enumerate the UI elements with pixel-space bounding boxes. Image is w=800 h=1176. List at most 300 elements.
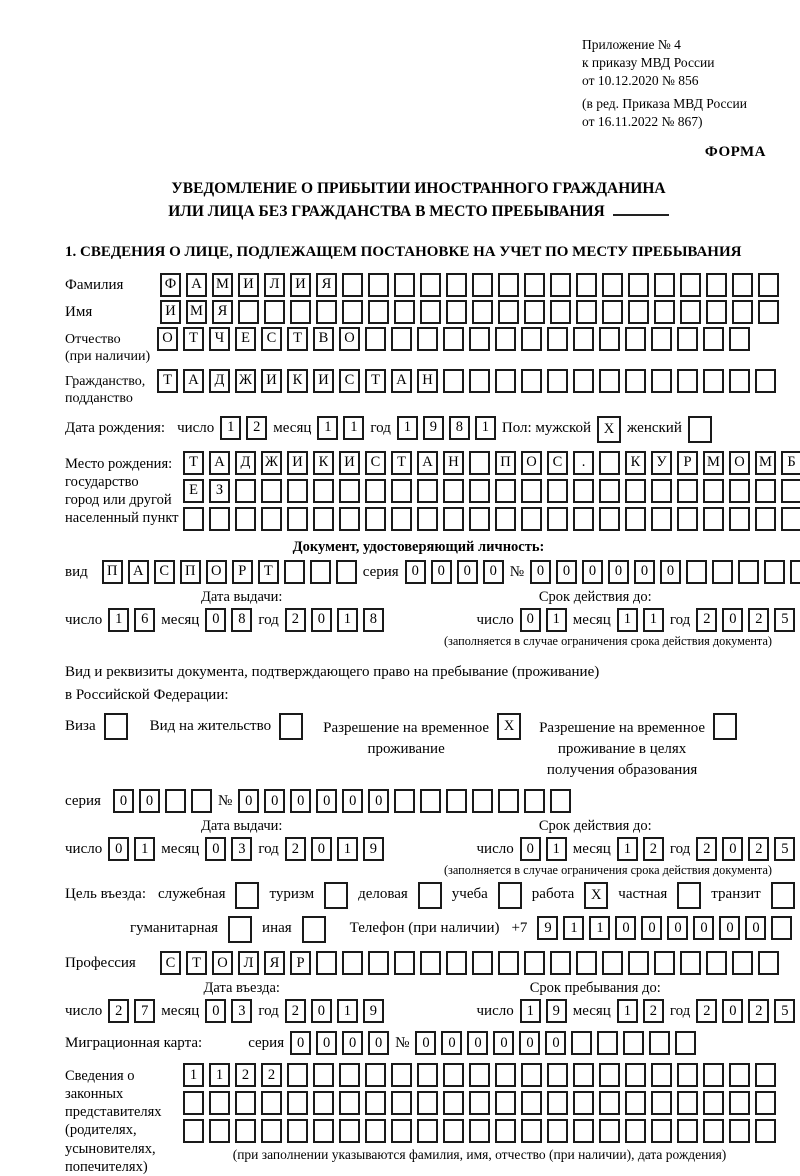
char-cell[interactable]: 0 <box>520 608 541 632</box>
char-cell[interactable]: Т <box>183 327 204 351</box>
char-cell[interactable]: 2 <box>285 608 306 632</box>
visa-checkbox[interactable] <box>104 713 128 740</box>
char-cell[interactable] <box>602 951 623 975</box>
char-cell[interactable] <box>391 479 412 503</box>
char-cell[interactable] <box>625 1091 646 1115</box>
char-cell[interactable]: С <box>547 451 568 475</box>
char-cell[interactable] <box>339 1063 360 1087</box>
char-cell[interactable]: С <box>154 560 175 584</box>
char-cell[interactable] <box>472 789 493 813</box>
char-cell[interactable] <box>524 273 545 297</box>
char-cell[interactable] <box>443 1063 464 1087</box>
purpose-private-checkbox[interactable] <box>677 882 701 909</box>
char-cell[interactable]: И <box>313 369 334 393</box>
char-cell[interactable]: Ф <box>160 273 181 297</box>
char-cell[interactable] <box>287 479 308 503</box>
char-cell[interactable]: 1 <box>520 999 541 1023</box>
char-cell[interactable]: 1 <box>134 837 155 861</box>
char-cell[interactable] <box>368 273 389 297</box>
char-cell[interactable]: 1 <box>337 999 358 1023</box>
char-cell[interactable]: Т <box>186 951 207 975</box>
char-cell[interactable] <box>446 789 467 813</box>
char-cell[interactable] <box>443 369 464 393</box>
char-cell[interactable] <box>654 273 675 297</box>
char-cell[interactable]: 1 <box>337 608 358 632</box>
char-cell[interactable] <box>654 951 675 975</box>
char-cell[interactable]: 0 <box>205 608 226 632</box>
char-cell[interactable] <box>417 327 438 351</box>
char-cell[interactable]: 0 <box>615 916 636 940</box>
char-cell[interactable] <box>342 951 363 975</box>
char-cell[interactable] <box>573 1119 594 1143</box>
char-cell[interactable]: И <box>160 300 181 324</box>
char-cell[interactable]: 2 <box>285 837 306 861</box>
char-cell[interactable]: У <box>651 451 672 475</box>
char-cell[interactable] <box>625 479 646 503</box>
char-cell[interactable] <box>625 507 646 531</box>
char-cell[interactable] <box>547 507 568 531</box>
char-cell[interactable] <box>573 479 594 503</box>
char-cell[interactable]: А <box>209 451 230 475</box>
char-cell[interactable] <box>597 1031 618 1055</box>
char-cell[interactable]: И <box>287 451 308 475</box>
purpose-official-checkbox[interactable] <box>235 882 259 909</box>
char-cell[interactable] <box>576 300 597 324</box>
char-cell[interactable] <box>649 1031 670 1055</box>
char-cell[interactable]: 6 <box>134 608 155 632</box>
phone-cells[interactable] <box>537 916 792 940</box>
purpose-humanitarian-checkbox[interactable] <box>228 916 252 943</box>
char-cell[interactable] <box>524 951 545 975</box>
char-cell[interactable]: И <box>238 273 259 297</box>
char-cell[interactable]: 1 <box>343 416 364 440</box>
char-cell[interactable]: 0 <box>205 837 226 861</box>
char-cell[interactable]: 2 <box>696 608 717 632</box>
char-cell[interactable]: 0 <box>722 837 743 861</box>
char-cell[interactable] <box>209 1119 230 1143</box>
char-cell[interactable] <box>521 1091 542 1115</box>
char-cell[interactable] <box>547 1063 568 1087</box>
char-cell[interactable]: 2 <box>261 1063 282 1087</box>
char-cell[interactable] <box>469 369 490 393</box>
char-cell[interactable]: 0 <box>290 1031 311 1055</box>
char-cell[interactable]: К <box>287 369 308 393</box>
temp-residence-checkbox[interactable] <box>497 713 521 740</box>
char-cell[interactable] <box>287 1091 308 1115</box>
char-cell[interactable] <box>729 369 750 393</box>
char-cell[interactable]: М <box>755 451 776 475</box>
char-cell[interactable] <box>680 300 701 324</box>
char-cell[interactable]: 5 <box>774 999 795 1023</box>
char-cell[interactable] <box>628 300 649 324</box>
char-cell[interactable] <box>472 951 493 975</box>
char-cell[interactable]: З <box>209 479 230 503</box>
char-cell[interactable]: 1 <box>643 608 664 632</box>
char-cell[interactable] <box>495 507 516 531</box>
char-cell[interactable] <box>703 1091 724 1115</box>
char-cell[interactable] <box>417 1063 438 1087</box>
char-cell[interactable]: О <box>212 951 233 975</box>
char-cell[interactable] <box>443 479 464 503</box>
char-cell[interactable]: И <box>261 369 282 393</box>
char-cell[interactable]: 0 <box>405 560 426 584</box>
char-cell[interactable]: Б <box>781 451 800 475</box>
char-cell[interactable] <box>651 1119 672 1143</box>
char-cell[interactable] <box>729 1091 750 1115</box>
char-cell[interactable] <box>651 1091 672 1115</box>
char-cell[interactable] <box>191 789 212 813</box>
char-cell[interactable]: С <box>339 369 360 393</box>
char-cell[interactable] <box>420 273 441 297</box>
char-cell[interactable]: И <box>339 451 360 475</box>
char-cell[interactable]: 0 <box>608 560 629 584</box>
char-cell[interactable] <box>235 882 259 909</box>
char-cell[interactable] <box>418 882 442 909</box>
char-cell[interactable] <box>677 1091 698 1115</box>
char-cell[interactable] <box>677 479 698 503</box>
char-cell[interactable] <box>339 507 360 531</box>
char-cell[interactable] <box>235 479 256 503</box>
char-cell[interactable] <box>446 951 467 975</box>
char-cell[interactable] <box>342 300 363 324</box>
char-cell[interactable]: 2 <box>696 837 717 861</box>
char-cell[interactable] <box>651 327 672 351</box>
char-cell[interactable] <box>628 951 649 975</box>
char-cell[interactable] <box>706 300 727 324</box>
char-cell[interactable]: 0 <box>311 999 332 1023</box>
char-cell[interactable] <box>729 327 750 351</box>
char-cell[interactable] <box>287 1063 308 1087</box>
char-cell[interactable]: С <box>365 451 386 475</box>
char-cell[interactable]: Я <box>264 951 285 975</box>
char-cell[interactable] <box>417 507 438 531</box>
purpose-study-checkbox[interactable] <box>498 882 522 909</box>
char-cell[interactable] <box>547 1119 568 1143</box>
char-cell[interactable]: 2 <box>643 999 664 1023</box>
char-cell[interactable]: 0 <box>316 1031 337 1055</box>
char-cell[interactable] <box>394 789 415 813</box>
char-cell[interactable] <box>391 327 412 351</box>
char-cell[interactable]: 1 <box>337 837 358 861</box>
char-cell[interactable]: О <box>339 327 360 351</box>
char-cell[interactable]: 0 <box>368 789 389 813</box>
char-cell[interactable]: 0 <box>722 608 743 632</box>
char-cell[interactable]: 1 <box>397 416 418 440</box>
char-cell[interactable]: 1 <box>209 1063 230 1087</box>
sex-male-checkbox[interactable] <box>597 416 621 443</box>
char-cell[interactable]: 0 <box>493 1031 514 1055</box>
char-cell[interactable]: Р <box>232 560 253 584</box>
char-cell[interactable]: 1 <box>617 837 638 861</box>
char-cell[interactable]: . <box>573 451 594 475</box>
char-cell[interactable] <box>703 1063 724 1087</box>
char-cell[interactable]: И <box>290 273 311 297</box>
char-cell[interactable] <box>261 1091 282 1115</box>
char-cell[interactable] <box>365 507 386 531</box>
char-cell[interactable]: 0 <box>441 1031 462 1055</box>
char-cell[interactable] <box>547 479 568 503</box>
char-cell[interactable] <box>599 369 620 393</box>
char-cell[interactable] <box>394 300 415 324</box>
char-cell[interactable] <box>550 273 571 297</box>
char-cell[interactable] <box>680 951 701 975</box>
char-cell[interactable]: 1 <box>183 1063 204 1087</box>
purpose-business-checkbox[interactable] <box>418 882 442 909</box>
char-cell[interactable] <box>469 479 490 503</box>
char-cell[interactable]: 5 <box>774 837 795 861</box>
char-cell[interactable]: 2 <box>696 999 717 1023</box>
char-cell[interactable]: 3 <box>231 837 252 861</box>
char-cell[interactable]: 0 <box>667 916 688 940</box>
char-cell[interactable]: А <box>128 560 149 584</box>
char-cell[interactable] <box>524 300 545 324</box>
purpose-other-checkbox[interactable] <box>302 916 326 943</box>
char-cell[interactable]: 0 <box>238 789 259 813</box>
char-cell[interactable]: 0 <box>641 916 662 940</box>
char-cell[interactable]: П <box>102 560 123 584</box>
char-cell[interactable] <box>599 507 620 531</box>
sex-female-checkbox[interactable] <box>688 416 712 443</box>
char-cell[interactable]: 9 <box>546 999 567 1023</box>
char-cell[interactable] <box>628 273 649 297</box>
char-cell[interactable]: 3 <box>231 999 252 1023</box>
char-cell[interactable] <box>713 713 737 740</box>
char-cell[interactable]: 0 <box>311 608 332 632</box>
char-cell[interactable] <box>599 479 620 503</box>
char-cell[interactable]: Л <box>264 273 285 297</box>
char-cell[interactable]: В <box>313 327 334 351</box>
char-cell[interactable]: Т <box>391 451 412 475</box>
char-cell[interactable] <box>209 507 230 531</box>
char-cell[interactable] <box>524 789 545 813</box>
char-cell[interactable] <box>729 1063 750 1087</box>
char-cell[interactable] <box>391 1119 412 1143</box>
char-cell[interactable] <box>165 789 186 813</box>
char-cell[interactable]: 1 <box>108 608 129 632</box>
char-cell[interactable] <box>368 300 389 324</box>
char-cell[interactable] <box>287 1119 308 1143</box>
char-cell[interactable] <box>550 951 571 975</box>
char-cell[interactable] <box>625 369 646 393</box>
char-cell[interactable] <box>602 300 623 324</box>
char-cell[interactable] <box>446 300 467 324</box>
char-cell[interactable] <box>324 882 348 909</box>
char-cell[interactable]: 9 <box>537 916 558 940</box>
char-cell[interactable] <box>706 273 727 297</box>
char-cell[interactable]: 0 <box>693 916 714 940</box>
char-cell[interactable]: 1 <box>546 837 567 861</box>
char-cell[interactable]: А <box>417 451 438 475</box>
char-cell[interactable] <box>469 327 490 351</box>
char-cell[interactable] <box>313 1063 334 1087</box>
char-cell[interactable]: 1 <box>475 416 496 440</box>
char-cell[interactable] <box>573 369 594 393</box>
char-cell[interactable] <box>498 882 522 909</box>
char-cell[interactable] <box>677 507 698 531</box>
char-cell[interactable] <box>391 507 412 531</box>
char-cell[interactable] <box>310 560 331 584</box>
char-cell[interactable]: М <box>703 451 724 475</box>
char-cell[interactable] <box>703 369 724 393</box>
char-cell[interactable]: Д <box>235 451 256 475</box>
char-cell[interactable] <box>495 1119 516 1143</box>
char-cell[interactable] <box>790 560 800 584</box>
char-cell[interactable]: 0 <box>205 999 226 1023</box>
char-cell[interactable]: 0 <box>139 789 160 813</box>
char-cell[interactable] <box>339 479 360 503</box>
char-cell[interactable] <box>495 369 516 393</box>
char-cell[interactable] <box>771 916 792 940</box>
char-cell[interactable]: 1 <box>546 608 567 632</box>
char-cell[interactable] <box>469 1119 490 1143</box>
char-cell[interactable] <box>469 1063 490 1087</box>
char-cell[interactable]: Т <box>365 369 386 393</box>
char-cell[interactable]: Р <box>677 451 698 475</box>
char-cell[interactable]: 0 <box>660 560 681 584</box>
char-cell[interactable]: 0 <box>316 789 337 813</box>
char-cell[interactable]: 8 <box>363 608 384 632</box>
char-cell[interactable]: 9 <box>423 416 444 440</box>
char-cell[interactable] <box>336 560 357 584</box>
char-cell[interactable] <box>758 300 779 324</box>
char-cell[interactable]: 0 <box>483 560 504 584</box>
char-cell[interactable]: К <box>313 451 334 475</box>
char-cell[interactable] <box>339 1119 360 1143</box>
char-cell[interactable]: 1 <box>220 416 241 440</box>
char-cell[interactable]: 2 <box>285 999 306 1023</box>
char-cell[interactable] <box>183 1091 204 1115</box>
char-cell[interactable]: 1 <box>589 916 610 940</box>
char-cell[interactable]: Р <box>290 951 311 975</box>
char-cell[interactable]: 0 <box>745 916 766 940</box>
char-cell[interactable]: 0 <box>113 789 134 813</box>
char-cell[interactable] <box>758 951 779 975</box>
char-cell[interactable]: 0 <box>290 789 311 813</box>
char-cell[interactable] <box>391 1063 412 1087</box>
char-cell[interactable] <box>238 300 259 324</box>
char-cell[interactable] <box>651 507 672 531</box>
char-cell[interactable]: 0 <box>431 560 452 584</box>
char-cell[interactable] <box>443 1119 464 1143</box>
char-cell[interactable] <box>365 479 386 503</box>
char-cell[interactable] <box>495 479 516 503</box>
char-cell[interactable]: Ч <box>209 327 230 351</box>
char-cell[interactable] <box>602 273 623 297</box>
char-cell[interactable]: 0 <box>519 1031 540 1055</box>
char-cell[interactable]: 7 <box>134 999 155 1023</box>
char-cell[interactable] <box>342 273 363 297</box>
char-cell[interactable] <box>677 1063 698 1087</box>
char-cell[interactable] <box>547 369 568 393</box>
char-cell[interactable] <box>547 327 568 351</box>
char-cell[interactable] <box>235 1119 256 1143</box>
char-cell[interactable]: 2 <box>748 837 769 861</box>
char-cell[interactable] <box>498 300 519 324</box>
char-cell[interactable] <box>472 273 493 297</box>
char-cell[interactable] <box>498 951 519 975</box>
char-cell[interactable]: А <box>391 369 412 393</box>
char-cell[interactable] <box>781 479 800 503</box>
char-cell[interactable] <box>573 327 594 351</box>
char-cell[interactable] <box>104 713 128 740</box>
char-cell[interactable]: К <box>625 451 646 475</box>
char-cell[interactable] <box>287 507 308 531</box>
char-cell[interactable] <box>599 1119 620 1143</box>
char-cell[interactable] <box>365 1119 386 1143</box>
char-cell[interactable]: С <box>160 951 181 975</box>
char-cell[interactable]: Л <box>238 951 259 975</box>
char-cell[interactable] <box>391 1091 412 1115</box>
char-cell[interactable] <box>623 1031 644 1055</box>
char-cell[interactable] <box>703 1119 724 1143</box>
char-cell[interactable] <box>677 1119 698 1143</box>
char-cell[interactable] <box>521 1063 542 1087</box>
char-cell[interactable] <box>651 479 672 503</box>
char-cell[interactable]: Т <box>183 451 204 475</box>
char-cell[interactable] <box>183 507 204 531</box>
char-cell[interactable]: 0 <box>342 1031 363 1055</box>
char-cell[interactable] <box>675 1031 696 1055</box>
char-cell[interactable] <box>521 507 542 531</box>
char-cell[interactable]: 0 <box>556 560 577 584</box>
char-cell[interactable]: С <box>261 327 282 351</box>
char-cell[interactable] <box>573 1063 594 1087</box>
char-cell[interactable] <box>732 300 753 324</box>
char-cell[interactable]: Н <box>443 451 464 475</box>
char-cell[interactable]: 2 <box>748 608 769 632</box>
char-cell[interactable] <box>688 416 712 443</box>
char-cell[interactable] <box>651 1063 672 1087</box>
char-cell[interactable]: Я <box>212 300 233 324</box>
char-cell[interactable] <box>443 327 464 351</box>
char-cell[interactable] <box>677 327 698 351</box>
char-cell[interactable] <box>365 327 386 351</box>
char-cell[interactable] <box>290 300 311 324</box>
char-cell[interactable]: М <box>212 273 233 297</box>
char-cell[interactable]: 0 <box>582 560 603 584</box>
char-cell[interactable] <box>521 1119 542 1143</box>
char-cell[interactable]: 0 <box>530 560 551 584</box>
char-cell[interactable] <box>417 1119 438 1143</box>
char-cell[interactable] <box>755 1119 776 1143</box>
residence-permit-checkbox[interactable] <box>279 713 303 740</box>
char-cell[interactable] <box>313 1119 334 1143</box>
char-cell[interactable]: М <box>186 300 207 324</box>
char-cell[interactable] <box>599 1091 620 1115</box>
purpose-tourism-checkbox[interactable] <box>324 882 348 909</box>
char-cell[interactable] <box>573 507 594 531</box>
char-cell[interactable] <box>732 273 753 297</box>
char-cell[interactable]: 1 <box>617 608 638 632</box>
char-cell[interactable] <box>732 951 753 975</box>
char-cell[interactable] <box>573 1091 594 1115</box>
char-cell[interactable] <box>420 789 441 813</box>
temp-residence-education-checkbox[interactable] <box>713 713 737 740</box>
char-cell[interactable]: 0 <box>722 999 743 1023</box>
char-cell[interactable] <box>521 327 542 351</box>
char-cell[interactable]: 0 <box>467 1031 488 1055</box>
char-cell[interactable]: Ж <box>235 369 256 393</box>
char-cell[interactable] <box>771 882 795 909</box>
char-cell[interactable]: Е <box>235 327 256 351</box>
char-cell[interactable] <box>495 327 516 351</box>
char-cell[interactable] <box>677 369 698 393</box>
char-cell[interactable]: 1 <box>317 416 338 440</box>
char-cell[interactable] <box>764 560 785 584</box>
char-cell[interactable]: 0 <box>108 837 129 861</box>
char-cell[interactable] <box>712 560 733 584</box>
char-cell[interactable]: X <box>597 416 621 443</box>
